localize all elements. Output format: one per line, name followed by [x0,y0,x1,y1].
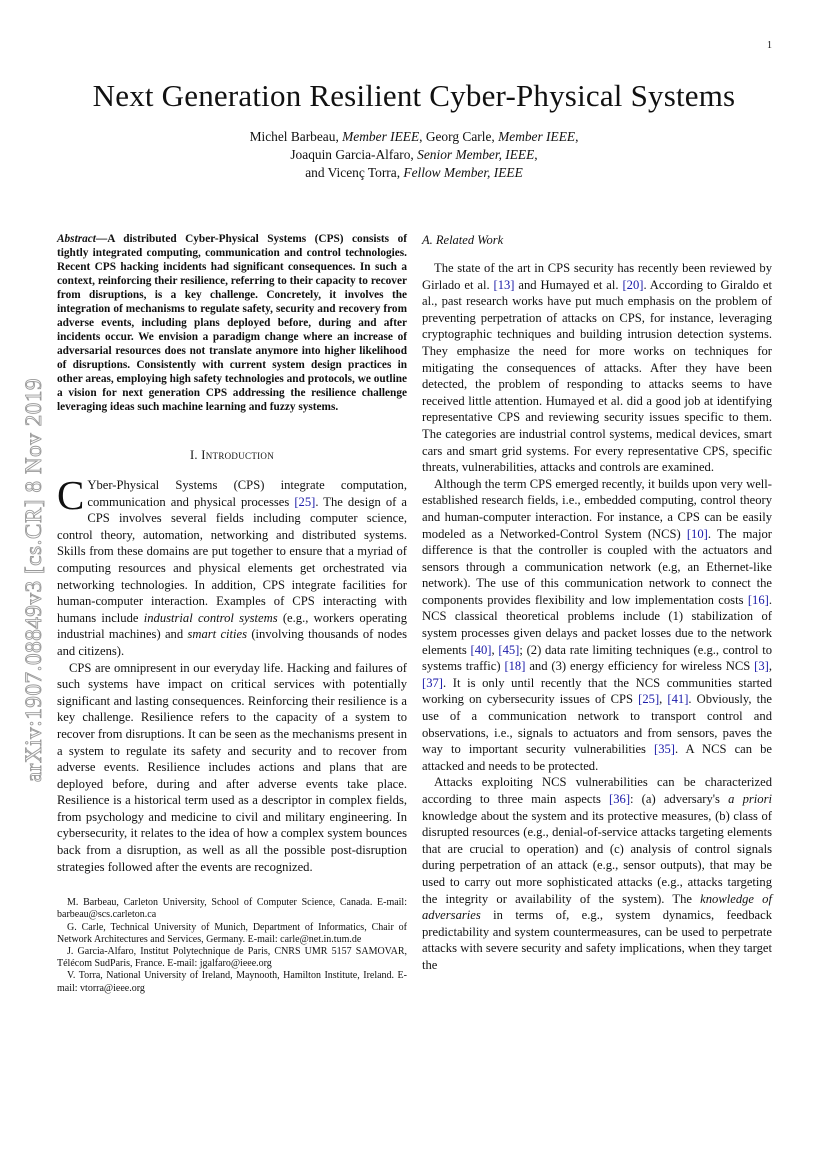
right-column [422,232,772,974]
text-run: in terms of, e.g., system dynamics, feedback predictability and system countermeasures, can be used to perpetrate attacks with severe security and safety implications, when they target the [422,908,772,972]
related-paragraph-1 [422,260,772,476]
citation-link[interactable]: [41] [667,692,689,707]
text-run: . It is only until recently that the NCS communities started working on cybersecurity issues of CPS [422,675,772,707]
emphasis: smart cities [187,627,248,642]
author-affiliation: Member IEEE [498,129,576,144]
abstract [57,232,407,414]
text-run: and Humayed et al. [514,277,623,292]
author-name: Joaquin Garcia-Alfaro, [290,147,418,162]
intro-paragraph-2: CPS are omnipresent in our everyday life. Hacking and failures of such systems have impact on critical services with potentially significant and lasting consequences. Reinforcing their resilience is a key challenge. Resilience refers to the capacity of a system to recover from disruptions. It can be seen as the mechanisms present in a system to regulate its safety and security and to recover from adverse events. Resilience includes actions and plans that are deployed before, during and after adverse events take place. Resilience is a historical term used as a descriptor in complex fields, from psychology and medicine to civil and military engineering. In cybersecurity, it relates to the idea of how a complex system bounces back from a disruption, as well as all the possible post-disruption strategies followed after the events are recognized. [57,660,407,874]
arxiv-identifier: arXiv:1907.08849v3 [cs.CR] 8 Nov 2019 [21,377,47,783]
author-affiliation: Fellow Member, IEEE [403,165,523,180]
author-name: and Vicenç Torra, [305,165,404,180]
text-run: Attacks exploiting NCS vulnerabilities can be characterized according to three main aspects [422,775,772,806]
citation-link[interactable]: [13] [493,277,515,292]
text-run: (e.g., workers operating industrial machines) and [57,610,407,642]
related-paragraph-3 [422,774,772,973]
left-column [57,232,407,995]
text-run: knowledge about the system and its protective measures, (b) class of disrupted resources (e.g., denial-of-service attacks targeting elements that are crucial to operation) and (c) analysis of control signals during perpetration of an attack (e.g., sensor outputs), that may be used to carry out more sophisticated attacks (e.g., attacks targeting the integrity or availability of the system). The [422,808,772,906]
author-affiliation: Member IEEE [342,129,420,144]
related-paragraph-2 [422,476,772,775]
citation-link[interactable]: [3] [754,659,769,674]
text-run: (involving thousands of nodes and citizens). [57,627,408,658]
text-run: . A NCS can be attacked and needs to be protected. [422,742,772,773]
intro-paragraph-1 [57,472,408,660]
abstract-label: Abstract [57,233,96,245]
author-block [0,128,828,182]
emphasis: knowledge of adversaries [422,891,772,923]
author-footnotes [57,897,407,995]
text-run: and (3) energy efficiency for wireless NCS [525,659,755,674]
emphasis: a priori [728,792,773,806]
author-separator: , [534,147,538,162]
text-run: Although the term CPS emerged recently, it builds upon very well-established research fields, i.e., embedded computing, control theory and human-computer interaction. For instance, a CPS can be easily modeled as a Networked-Control System (NCS) [422,476,772,541]
arxiv-stamp [14,338,54,822]
text-run: Yber-Physical Systems (CPS) integrate computation, communication and physical processes [87,478,407,509]
citation-link[interactable]: [35] [654,742,675,757]
text-run: . According to Giraldo et al., past research works have put much emphasis on the problem of preventing perpetration of attacks on CPS, for instance, leveraging cryptographic techniques and building intrusion detection systems. They emphasize the need for more works on techniques for mitigating the consequences of attacks. After they have been detected, the problem of responding to attacks seems to have received little attention. Humayed et al. did a good job at identifying representative CPS and reviewing security issues specific to them. The categories are industrial control systems, medical devices, smart cars and smart grid systems. For every representative CPS, specific threats, vulnerabilities, attacks and controls are examined. [422,277,772,475]
abstract-text: —A distributed Cyber-Physical Systems (CPS) consists of tightly integrated computing, communication and control technologies. Recent CPS hacking incidents had significant consequences. In such a context, reinforcing their resilience, referring to their capacity to recover from disruptions, is a key challenge. Concretely, it involves the integration of mechanisms to regulate safety, security and recovery from adverse events, including plans deployed before, during and after incidents occur. We envision a paradigm change where an increase of adversarial resources does not translate anymore into higher likelihood of disruptions. Consistently with current system design practices in other areas, employing high safety technologies and protocols, we outline a vision for next generation CPS addressing the resilience challenge leveraging ideas such machine learning and fuzzy systems. [57,233,407,413]
text-run: The state of the art in CPS security has recently been reviewed by Girlado et al. [422,261,772,292]
footnote: J. Garcia-Alfaro, Institut Polytechnique de Paris, CNRS UMR 5157 SAMOVAR, Télécom SudParis, France. E-mail: jgalfaro@ieee.org [57,946,407,970]
text-run: . The major difference is that the controller is coupled with the actuators and sensors through a communication network (e.g, an Ethernet-like network). The use of this communication network to connect the components provides flexibility and low implementation costs [422,526,772,607]
text-run: , [659,692,668,707]
text-run: . NCS classical theoretical problems include (1) stabilization of system processes given delays and packet losses due to the network elements [422,592,772,657]
author-line-2 [0,146,828,164]
citation-link[interactable]: [18] [504,659,526,674]
citation-link[interactable]: [16] [747,592,769,607]
author-name: Michel Barbeau, [249,129,343,144]
text-run: . The design of a CPS involves several fields including computer science, control theory, automation, networking and distributed systems. Skills from these domains are put together to ensure that a myriad of computing resources and physical elements get orchestrated via networking technologies. In addition, CPS integrate facilities for human-computer interaction. Examples of CPS interacting with humans include [57,494,407,625]
citation-link[interactable]: [37] [422,675,443,690]
author-name: , Georg Carle, [419,129,499,144]
page-title: Next Generation Resilient Cyber-Physical Systems [92,78,736,113]
footnote: V. Torra, National University of Ireland, Maynooth, Hamilton Institute, Ireland. E-mail: vtorra@ieee.org [57,970,407,994]
citation-link[interactable]: [36] [609,792,631,806]
text-run: ; (2) data rate limiting techniques (e.g., control to systems traffic) [422,642,772,674]
citation-link[interactable]: [45] [498,642,520,657]
drop-cap: C [57,472,85,518]
citation-link[interactable]: [20] [622,277,644,292]
author-line-1 [0,128,828,146]
citation-link[interactable]: [25] [638,692,660,707]
text-run: : (a) adversary's [630,792,729,806]
citation-link[interactable]: [10] [686,526,708,541]
subsection-heading-related-work: A. Related Work [422,233,504,247]
citation-link[interactable]: [25] [294,494,316,509]
footnote: M. Barbeau, Carleton University, School of Computer Science, Canada. E-mail: barbeau@scs.carleton.ca [57,897,407,921]
emphasis: industrial control systems [143,610,278,625]
author-affiliation: Senior Member, IEEE [417,147,535,162]
citation-link[interactable]: [40] [470,642,492,657]
text-run: . Obviously, the use of a communication network to transport control and observations, i.e., signals to actuators and from sensors, paves the way to important security vulnerabilities [422,692,773,757]
text-run: , [491,642,499,657]
author-line-3 [0,164,828,182]
text-run: , [768,659,773,674]
footnote: G. Carle, Technical University of Munich, Department of Informatics, Chair of Network Architectures and Services, Germany. E-mail: carle@net.in.tum.de [57,921,407,945]
author-separator: , [575,129,579,144]
page-number: 1 [767,40,772,51]
section-heading-introduction: I. Introduction [189,448,275,462]
